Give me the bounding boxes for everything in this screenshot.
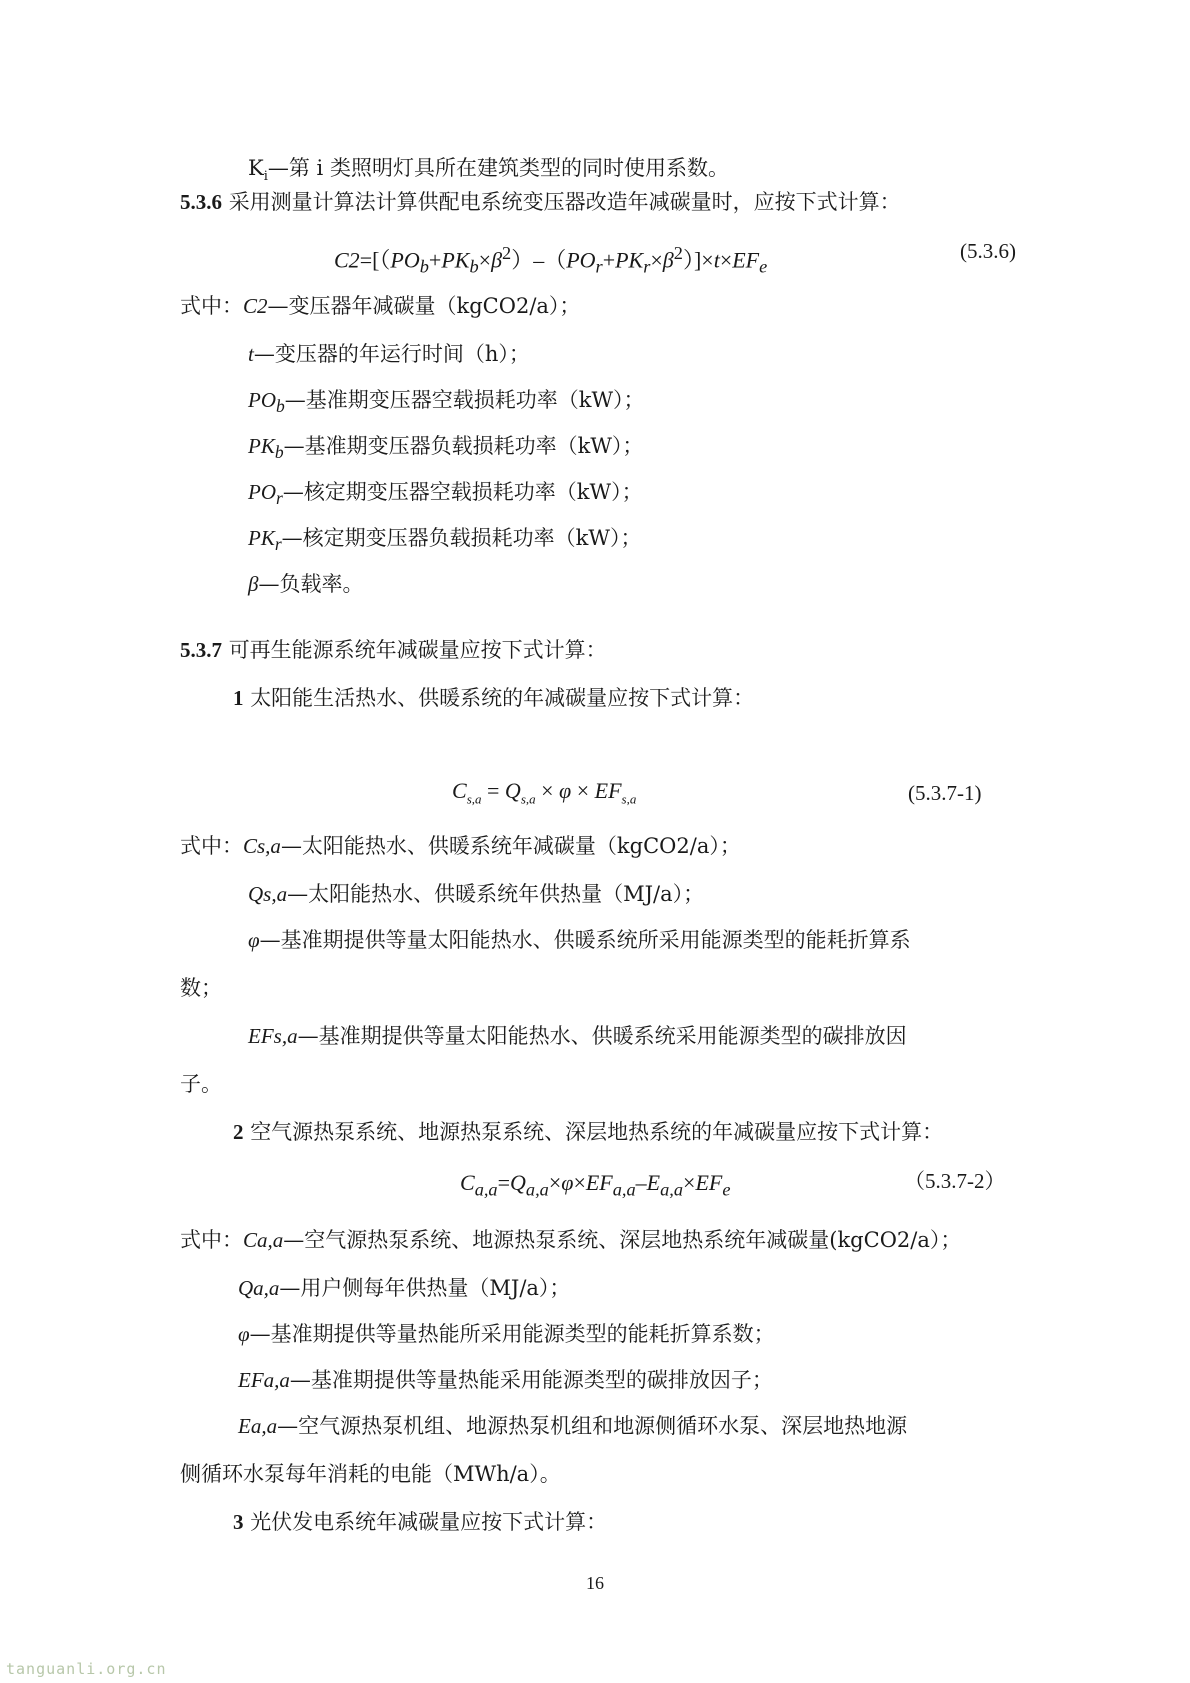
eq-po-sub: b [419,256,429,277]
clause-5-3-6 [180,188,901,216]
eq-ef-sub: e [759,256,768,277]
eq-times: × [571,778,595,803]
symbol-po: PO [248,388,276,412]
definition-text: —负载率。 [258,572,364,596]
eq-phi: φ [561,1170,574,1195]
eq-po: PO [390,247,420,273]
definition-qaa [238,1274,570,1302]
eq-times: × [701,247,714,273]
symbol-efaa: EFa,a [238,1368,290,1392]
eq-square: 2 [673,243,683,263]
equation-number-5-3-7-2: （5.3.7-2） [904,1169,1006,1193]
definition-por [248,478,643,513]
where-csa [180,832,741,860]
eq-equals: = [497,1170,511,1195]
eq-pk: PK [441,247,470,273]
clause-number: 5.3.7 [180,638,222,662]
eq-q: Q [510,1170,526,1195]
symbol-qsa: Qs,a [248,882,288,906]
definition-text: —用户侧每年供热量（MJ/a）； [279,1276,571,1300]
where-label: 式中： [180,834,243,858]
clause-5-3-7 [180,636,607,664]
definition-eaa-cont: 侧循环水泵每年消耗的电能（MWh/a）。 [180,1462,561,1486]
eq-times: × [683,1170,696,1195]
page-number: 16 [586,1573,604,1593]
symbol-pk-r-sub: r [274,534,282,555]
equation-number-5-3-7-1: (5.3.7-1) [908,781,982,805]
item-1 [233,684,754,712]
symbol-efsa: EFs,a [248,1024,298,1048]
eq-times: × [548,1170,562,1195]
symbol-pk-sub: b [274,442,284,463]
definition-text: —变压器年减碳量（kgCO2/a）； [267,294,581,318]
clause-number: 5.3.6 [180,190,222,214]
eq-ef: EF [585,1170,613,1195]
item-2 [233,1118,943,1146]
symbol-qaa: Qa,a [238,1276,280,1300]
eq-times: × [478,247,492,273]
definition-text: —空气源热泵系统、地源热泵系统、深层地热系统年减碳量(kgCO2/a）； [283,1228,962,1252]
eq-phi: φ [559,778,572,803]
eq-pk-sub: b [469,256,479,277]
symbol-csa: Cs,a [243,834,281,858]
eq-c: C [460,1170,475,1195]
eq-equals: = [481,778,505,803]
eq-c: C [452,778,467,803]
eq-times: × [719,247,733,273]
symbol-po-r: PO [248,480,276,504]
where-label: 式中： [180,294,243,318]
symbol-eaa: Ea,a [238,1414,278,1438]
definition-text: —太阳能热水、供暖系统年供热量（MJ/a）； [287,882,705,906]
eq-pk-r-sub: r [643,256,651,277]
definition-text: —变压器的年运行时间（h）； [253,342,530,366]
definition-efaa [238,1366,773,1394]
equation-5-3-7-1 [452,776,636,814]
where-caa [180,1226,961,1254]
eq-bracket-close: ）] [682,247,702,273]
symbol-c2: C2 [243,294,268,318]
eq-c-sub: a,a [474,1179,498,1200]
definition-eaa [238,1412,907,1440]
equation-5-3-6 [334,238,767,282]
eq-plus: + [428,247,442,273]
eq-e-sub: a,a [660,1179,684,1200]
eq-q: Q [504,778,521,803]
eq-ef-e-sub: e [722,1179,731,1200]
eq-times: × [535,778,560,803]
eq-beta: β [491,247,503,273]
eq-po-r-sub: r [595,256,603,277]
eq-ef-sub: a,a [612,1179,636,1200]
symbol-phi: φ [248,928,260,952]
definition-text: —基准期提供等量太阳能热水、供暖系统所采用能源类型的能耗折算系 [259,928,911,952]
definition-text: —空气源热泵机组、地源热泵机组和地源侧循环水泵、深层地热地源 [277,1414,908,1438]
watermark: tanguanli.org.cn [6,1660,167,1678]
definition-text: —基准期提供等量热能所采用能源类型的能耗折算系数； [249,1322,775,1346]
item-text: 空气源热泵系统、地源热泵系统、深层地热系统的年减碳量应按下式计算： [250,1120,944,1144]
item-number: 2 [233,1120,244,1144]
definition-text: —太阳能热水、供暖系统年减碳量（kgCO2/a）； [280,834,741,858]
eq-c-sub: s,a [466,791,482,807]
definition-text: —基准期变压器空载损耗功率（kW）； [284,388,645,412]
eq-q-sub: a,a [525,1179,549,1200]
item-number: 1 [233,686,244,710]
item-number: 3 [233,1510,244,1534]
definition-phi2 [238,1320,775,1348]
eq-po-r: PO [566,247,596,273]
symbol-k: K [248,156,264,180]
definition-text: —基准期提供等量太阳能热水、供暖系统采用能源类型的碳排放因 [297,1024,907,1048]
equation-number-5-3-6: (5.3.6) [960,239,1016,263]
definition-text: —核定期变压器负载损耗功率（kW）； [281,526,642,550]
item-3 [233,1508,607,1536]
definition-text: —基准期提供等量热能采用能源类型的碳排放因子； [289,1368,773,1392]
eq-q-sub: s,a [520,791,536,807]
symbol-caa: Ca,a [243,1228,284,1252]
eq-ef-e: EF [695,1170,723,1195]
where-c2 [180,292,580,320]
clause-text: 采用测量计算法计算供配电系统变压器改造年减碳量时，应按下式计算： [228,190,901,214]
symbol-pk-r: PK [248,526,275,550]
eq-ef: EF [594,778,622,803]
definition-text: —基准期变压器负载损耗功率（kW）； [283,434,644,458]
symbol-po-r-sub: r [276,488,283,509]
symbol-t: t [248,342,254,366]
symbol-po-sub: b [276,396,285,417]
item-text: 太阳能生活热水、供暖系统的年减碳量应按下式计算： [250,686,755,710]
clause-text: 可再生能源系统年减碳量应按下式计算： [228,638,607,662]
definition-phi-cont: 数； [180,976,222,1000]
eq-times: × [650,247,663,273]
definition-pob [248,386,645,421]
symbol-phi: φ [238,1322,250,1346]
definition-efsa [248,1022,907,1050]
eq-ef-sub: s,a [621,791,637,807]
eq-lhs: C2 [334,247,360,273]
symbol-k-sub: i [263,169,268,185]
definition-phi [248,926,911,954]
eq-minus: ）–（ [511,247,567,273]
definition-efsa-cont: 子。 [180,1072,222,1096]
eq-t: t [713,247,720,273]
eq-bracket-open: =[（ [359,247,391,273]
eq-e: E [646,1170,661,1195]
eq-minus: – [635,1170,647,1195]
definition-t [248,340,530,368]
equation-5-3-7-2 [460,1168,731,1204]
eq-ef: EF [732,247,760,273]
definition-text: —核定期变压器空载损耗功率（kW）； [282,480,643,504]
item-text: 光伏发电系统年减碳量应按下式计算： [250,1510,608,1534]
eq-times: × [573,1170,586,1195]
definition-pkb [248,432,643,467]
eq-pk-r: PK [615,247,644,273]
symbol-pk: PK [248,434,275,458]
symbol-beta: β [248,572,259,596]
eq-square: 2 [502,243,512,263]
definition-pkr [248,524,641,559]
definition-ki [248,154,729,191]
eq-plus: + [602,247,616,273]
where-label: 式中： [180,1228,243,1252]
definition-qsa [248,880,704,908]
definition-beta [248,570,363,598]
definition-text: —第 i 类照明灯具所在建筑类型的同时使用系数。 [267,156,729,180]
eq-beta: β [662,247,674,273]
